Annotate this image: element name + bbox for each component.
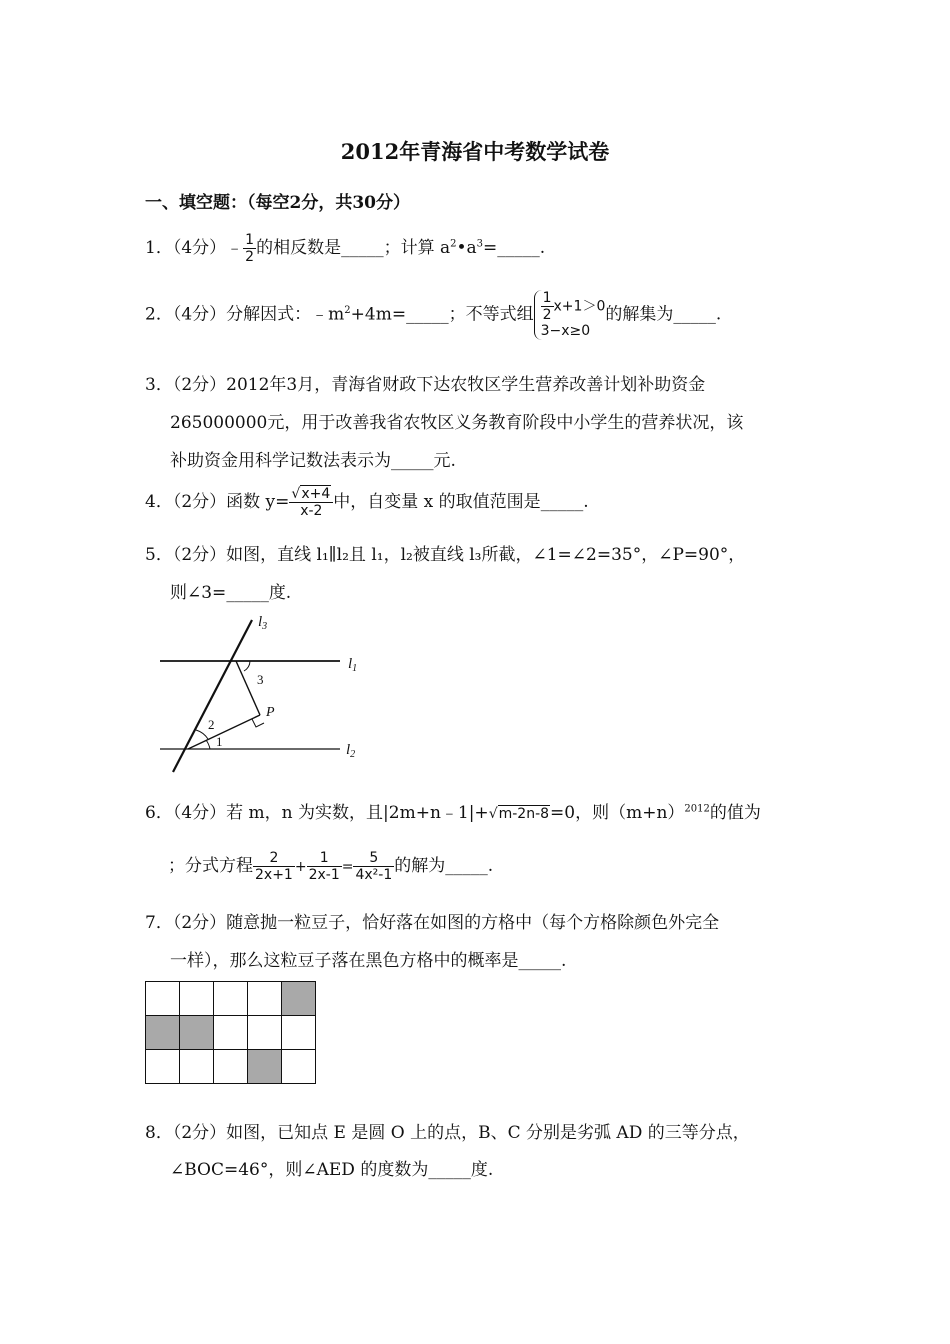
q1-dot: •a — [456, 238, 477, 259]
q4-fraction — [289, 486, 333, 519]
label-l2 — [346, 742, 355, 760]
label-p: P — [266, 705, 275, 720]
q5-line2 — [170, 578, 291, 603]
q3-number: 3． — [145, 375, 173, 395]
q2-exp: 2 — [344, 304, 351, 316]
q2-blank-2: _____ — [673, 304, 716, 325]
q7-line1: 随意抛一粒豆子，恰好落在如图的方格中（每个方格除颜色外完全 — [226, 913, 720, 933]
label-l3-text: l — [258, 614, 263, 630]
q4-end: . — [583, 492, 589, 513]
q1-exp2: 3 — [476, 238, 484, 250]
q2-ineq-num: 1 — [542, 290, 552, 306]
q5-blank: _____ — [226, 583, 269, 603]
grid-row — [146, 1050, 316, 1084]
q1-exp1: 2 — [450, 238, 457, 250]
grid-cell-white — [146, 1050, 180, 1084]
q6-f1-num: 2 — [253, 850, 295, 867]
grid-row — [146, 982, 316, 1016]
question-5 — [145, 540, 745, 565]
q6-end: . — [487, 856, 494, 877]
q2-text1: 分解因式：﹣m — [226, 304, 345, 325]
q4-score: （2分） — [172, 492, 227, 513]
angle-1-arc — [206, 740, 210, 749]
q5-line2-end: 度. — [268, 583, 292, 603]
q2-ineq1: x+1＞0 — [553, 298, 606, 315]
q8-number: 8． — [145, 1123, 173, 1143]
q1-blank-2: _____ — [497, 238, 540, 259]
q5-line2-text: 则∠3= — [170, 583, 227, 603]
question-8 — [145, 1118, 750, 1143]
q6-fraction-3 — [353, 850, 394, 883]
q4-number: 4． — [145, 492, 173, 513]
grid-cell-dark — [180, 1016, 214, 1050]
q2-score: （4分） — [172, 304, 227, 325]
q1-number: 1． — [145, 238, 173, 259]
q7-grid-figure — [145, 981, 316, 1084]
angle-3-arc — [244, 661, 250, 671]
q6-text2: =0，则（m+n） — [550, 803, 685, 823]
angle-2-arc — [196, 730, 208, 739]
question-2 — [145, 290, 721, 340]
grid-cell-dark — [146, 1016, 180, 1050]
q6-text1: 若 m，n 为实数，且|2m+n﹣1|+ — [226, 803, 489, 823]
question-6 — [145, 798, 761, 823]
grid-cell-white — [282, 1016, 316, 1050]
q6-fraction-2 — [307, 850, 342, 883]
q1-eq: = — [483, 238, 498, 259]
segment-bp — [236, 661, 260, 715]
label-l2-sub: 2 — [350, 749, 356, 760]
question-7 — [145, 908, 719, 933]
q3-line3 — [170, 446, 456, 471]
grid-cell-white — [248, 1016, 282, 1050]
q2-ineq2: 3−x≥0 — [540, 323, 591, 340]
q3-line1: 2012年3月，青海省财政下达农牧区学生营养改善计划补助资金 — [226, 375, 706, 395]
q5-line1: 如图，直线 l₁∥l₂且 l₁，l₂被直线 l₃所截，∠1=∠2=35°，∠P=90°， — [226, 545, 746, 565]
q1-score: （4分） — [172, 238, 227, 259]
q1-fraction — [243, 232, 256, 265]
q6-exp: 2012 — [684, 803, 710, 815]
q2-end: . — [715, 304, 722, 325]
grid-cell-dark — [248, 1050, 282, 1084]
label-angle-1: 1 — [216, 734, 223, 749]
grid-cell-white — [180, 982, 214, 1016]
section-heading: 一、填空题：（每空2分，共30分） — [145, 193, 410, 213]
q2-number: 2． — [145, 304, 173, 325]
q7-blank: _____ — [518, 951, 561, 971]
q6-line2-text2: 的解为 — [394, 856, 446, 877]
q1-end: . — [539, 238, 546, 259]
grid-cell-white — [146, 982, 180, 1016]
q5-figure — [140, 612, 380, 777]
question-1 — [145, 232, 545, 265]
q6-score: （4分） — [172, 803, 227, 823]
q3-line3-end: 元. — [433, 451, 456, 471]
grid-cell-white — [282, 1050, 316, 1084]
q6-line2-text: ；分式方程 — [168, 856, 253, 877]
q6-f2-num: 1 — [307, 850, 342, 867]
grid-cell-white — [180, 1050, 214, 1084]
q4-blank: _____ — [540, 492, 584, 513]
question-4 — [145, 486, 589, 519]
q7-line2 — [170, 946, 566, 971]
grid-row — [146, 1016, 316, 1050]
q2-text2: +4m= — [350, 304, 407, 325]
label-angle-3: 3 — [257, 672, 264, 687]
q6-fraction-1 — [253, 850, 295, 883]
grid-cell-white — [248, 982, 282, 1016]
q8-line2 — [170, 1155, 493, 1180]
q6-plus: + — [294, 859, 307, 876]
q6-f3-num: 5 — [353, 850, 394, 867]
q6-f1-den: 2x+1 — [255, 867, 293, 884]
q4-text1: 函数 y= — [226, 492, 290, 513]
right-angle-mark — [252, 719, 264, 727]
q1-frac-num: 1 — [245, 232, 255, 248]
q1-neg: ﹣ — [226, 238, 244, 259]
q5-number: 5． — [145, 545, 173, 565]
q2-ineq-den: 2 — [542, 307, 552, 324]
q4-text2: 中，自变量 x 的取值范围是 — [333, 492, 541, 513]
page-title: 2012年青海省中考数学试卷 — [340, 139, 610, 164]
label-angle-2: 2 — [208, 717, 215, 732]
q2-blank-1: _____ — [406, 304, 449, 325]
q3-line2: 265000000元，用于改善我省农牧区义务教育阶段中小学生的营养状况，该 — [170, 413, 744, 433]
q6-f3-den: 4x²-1 — [355, 867, 393, 884]
q8-line2-text: ∠BOC=46°，则∠AED 的度数为 — [170, 1160, 429, 1180]
q7-line2-text: 一样），那么这粒豆子落在黑色方格中的概率是 — [170, 951, 519, 971]
label-l3-sub: 3 — [262, 621, 268, 632]
q6-eq: = — [341, 859, 354, 876]
q6-number: 6． — [145, 803, 173, 823]
q8-line1: 如图，已知点 E 是圆 O 上的点，B、C 分别是劣弧 AD 的三等分点， — [226, 1123, 750, 1143]
q6-f2-den: 2x-1 — [308, 867, 340, 884]
question-3 — [145, 370, 705, 395]
q8-score: （2分） — [172, 1123, 227, 1143]
q3-blank: _____ — [391, 451, 434, 471]
q1-blank-1: _____ — [341, 238, 384, 259]
q2-ineq-fraction — [541, 290, 554, 323]
grid-cell-white — [214, 1050, 248, 1084]
label-l1 — [348, 656, 357, 674]
q7-score: （2分） — [172, 913, 227, 933]
q2-text4: 的解集为 — [605, 304, 674, 325]
grid-cell-white — [214, 1016, 248, 1050]
q6-sqrt: √m-2n-8 — [488, 806, 550, 822]
q6-blank: _____ — [445, 856, 488, 877]
label-l1-text: l — [348, 656, 353, 672]
q7-number: 7． — [145, 913, 173, 933]
grid-cell-dark — [282, 982, 316, 1016]
q1-frac-den: 2 — [245, 249, 255, 266]
q8-line2-end: 度. — [470, 1160, 494, 1180]
q1-text: 的相反数是 — [256, 238, 342, 259]
q6-sqrt-arg: m-2n-8 — [498, 806, 550, 822]
q4-sqrt-arg: x+4 — [301, 486, 331, 502]
label-l1-sub: 1 — [352, 663, 358, 674]
label-l3 — [258, 614, 267, 632]
q8-blank: _____ — [428, 1160, 471, 1180]
q2-text3: ；不等式组 — [448, 304, 534, 325]
q6-line2 — [168, 850, 493, 883]
q2-inequality-system — [534, 290, 606, 340]
q1-sep: ；计算 a — [383, 238, 451, 259]
grid-cell-white — [214, 982, 248, 1016]
q7-end: . — [561, 951, 567, 971]
q4-frac-num: √x+4 — [289, 486, 333, 503]
label-l2-text: l — [346, 742, 351, 758]
q3-score: （2分） — [172, 375, 227, 395]
q6-text3: 的值为 — [709, 803, 761, 823]
q3-line3-text: 补助资金用科学记数法表示为 — [170, 451, 391, 471]
q5-score: （2分） — [172, 545, 227, 565]
q4-frac-den: x-2 — [300, 503, 323, 520]
